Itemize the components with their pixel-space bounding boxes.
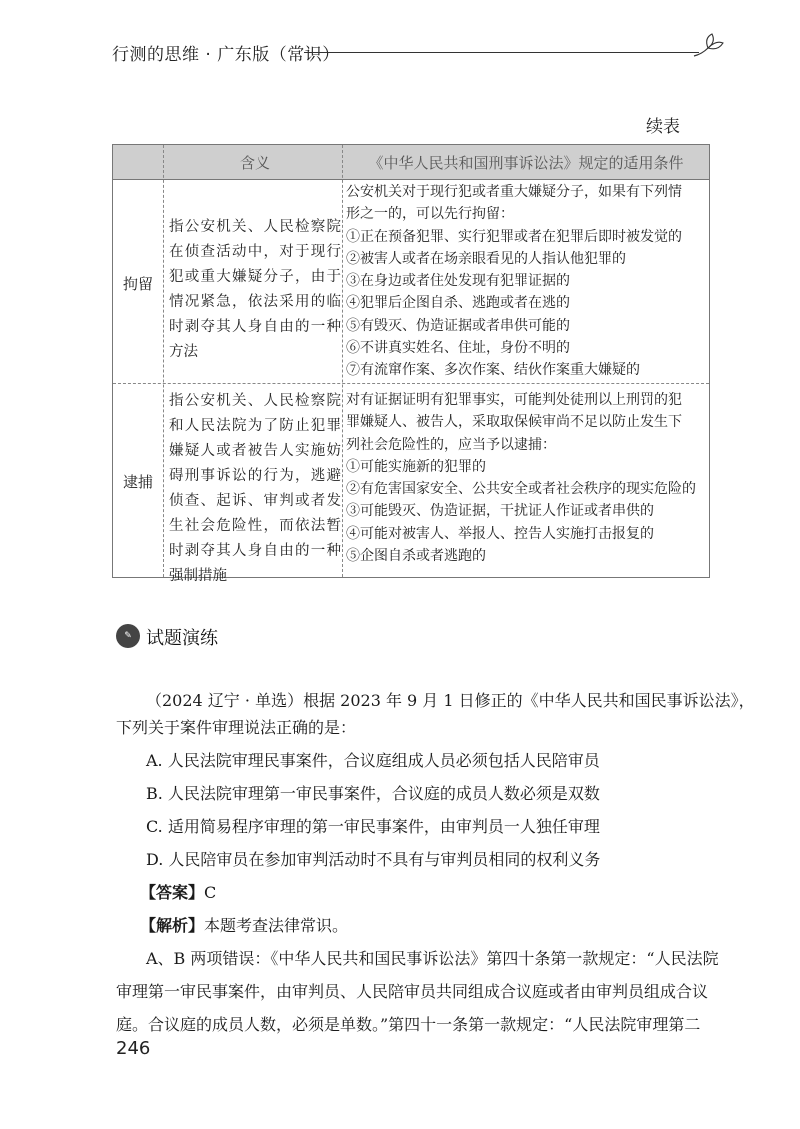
table-row-definition: 指公安机关、人民检察院和人民法院为了防止犯罪嫌疑人或者被告人实施妨碍刑事诉讼的行为，逃避侦查、起诉、审判或者发生社会危险性，而依法暂时剥夺其人身自由的一种强制措施 [169,393,341,584]
table-row-conditions [346,389,706,567]
analysis-text-line: A、B 两项错误：《中华人民共和国民事诉讼法》第四十条第一款规定：“人民法院 [146,949,719,968]
condition-line: ⑦有流窜作案、多次作案、结伙作案重大嫌疑的 [346,362,640,379]
analysis-intro: 本题考查法律常识。 [204,916,349,935]
condition-line: 对有证据证明有犯罪事实，可能判处徒刑以上刑罚的犯 [346,392,682,408]
condition-line: ②有危害国家安全、公共安全或者社会秩序的现实危险的 [346,481,696,498]
analysis-text-line: 审理第一审民事案件，由审判员、人民陪审员共同组成合议庭或者由审判员组成合议 [116,982,709,1001]
option-c: C. 适用简易程序审理的第一审民事案件，由审判员一人独任审理 [146,817,600,836]
condition-line: ④可能对被害人、举报人、控告人实施打击报复的 [346,525,654,542]
condition-line: ④犯罪后企图自杀、逃跑或者在逃的 [346,295,570,312]
condition-line: ③在身边或者住处发现有犯罪证据的 [346,273,570,290]
option-a: A. 人民法院审理民事案件，合议庭组成人员必须包括人民陪审员 [146,751,600,770]
condition-line: 列社会危险性的，应当予以逮捕： [346,436,556,453]
header-title: 行测的思维 · 广东版（常识） [112,45,340,65]
analysis-text-line: 庭。合议庭的成员人数，必须是单数。”第四十一条第一款规定：“人民法院审理第二 [116,1015,701,1034]
condition-line: ⑤企图自杀或者逃跑的 [346,548,486,565]
condition-line: ⑥不讲真实姓名、住址，身份不明的 [346,340,570,357]
leaf-ornament-icon [688,30,728,64]
section-badge-icon: ✎ [116,624,140,648]
table-header-conditions: 《中华人民共和国刑事诉讼法》规定的适用条件 [368,154,684,172]
condition-line: 罪嫌疑人、被告人，采取取保候审尚不足以防止发生下 [346,414,682,431]
answer-value: C [204,883,217,902]
page-number: 246 [116,1038,151,1059]
table-row-definition: 指公安机关、人民检察院在侦查活动中，对于现行犯或重大嫌疑分子，由于情况紧急，依法采用的临时剥夺其人身自由的一种方法 [169,219,341,360]
question-stem-line: 下列关于案件审理说法正确的是： [116,718,357,737]
option-d: D. 人民陪审员在参加审判活动时不具有与审判员相同的权利义务 [146,850,601,869]
column-divider [163,145,164,577]
table-continued-label: 续表 [646,117,680,137]
table-row-term: 拘留 [122,275,153,293]
option-b: B. 人民法院审理第一审民事案件，合议庭的成员人数必须是双数 [146,784,600,803]
table-header-meaning: 含义 [239,154,270,172]
detention-arrest-table [112,144,710,584]
condition-line: ①正在预备犯罪、实行犯罪或者在犯罪后即时被发觉的 [346,228,682,245]
table-row-conditions [346,181,706,382]
condition-line: ⑤有毁灭、伪造证据或者串供可能的 [346,317,570,334]
condition-line: ①可能实施新的犯罪的 [346,458,486,475]
question-stem-line: （2024 辽宁 · 单选）根据 2023 年 9 月 1 日修正的《中华人民共和国民事诉讼法》， [146,691,755,710]
row-divider [113,383,709,384]
analysis-line [140,913,348,936]
analysis-label: 【解析】 [140,916,205,935]
table-row-term: 逮捕 [122,473,153,491]
answer-label: 【答案】 [140,883,205,902]
condition-line: ②被害人或者在场亲眼看见的人指认他犯罪的 [346,250,626,267]
condition-line: 形之一的，可以先行拘留： [346,206,514,223]
section-title: 试题演练 [146,628,218,649]
condition-line: ③可能毁灭、伪造证据，干扰证人作证或者串供的 [346,503,654,520]
header-rule [304,52,699,53]
table-header-row [113,145,709,180]
answer-line [140,880,216,903]
column-divider [342,145,343,577]
page-header [112,30,712,64]
condition-line: 公安机关对于现行犯或者重大嫌疑分子，如果有下列情 [346,184,682,200]
